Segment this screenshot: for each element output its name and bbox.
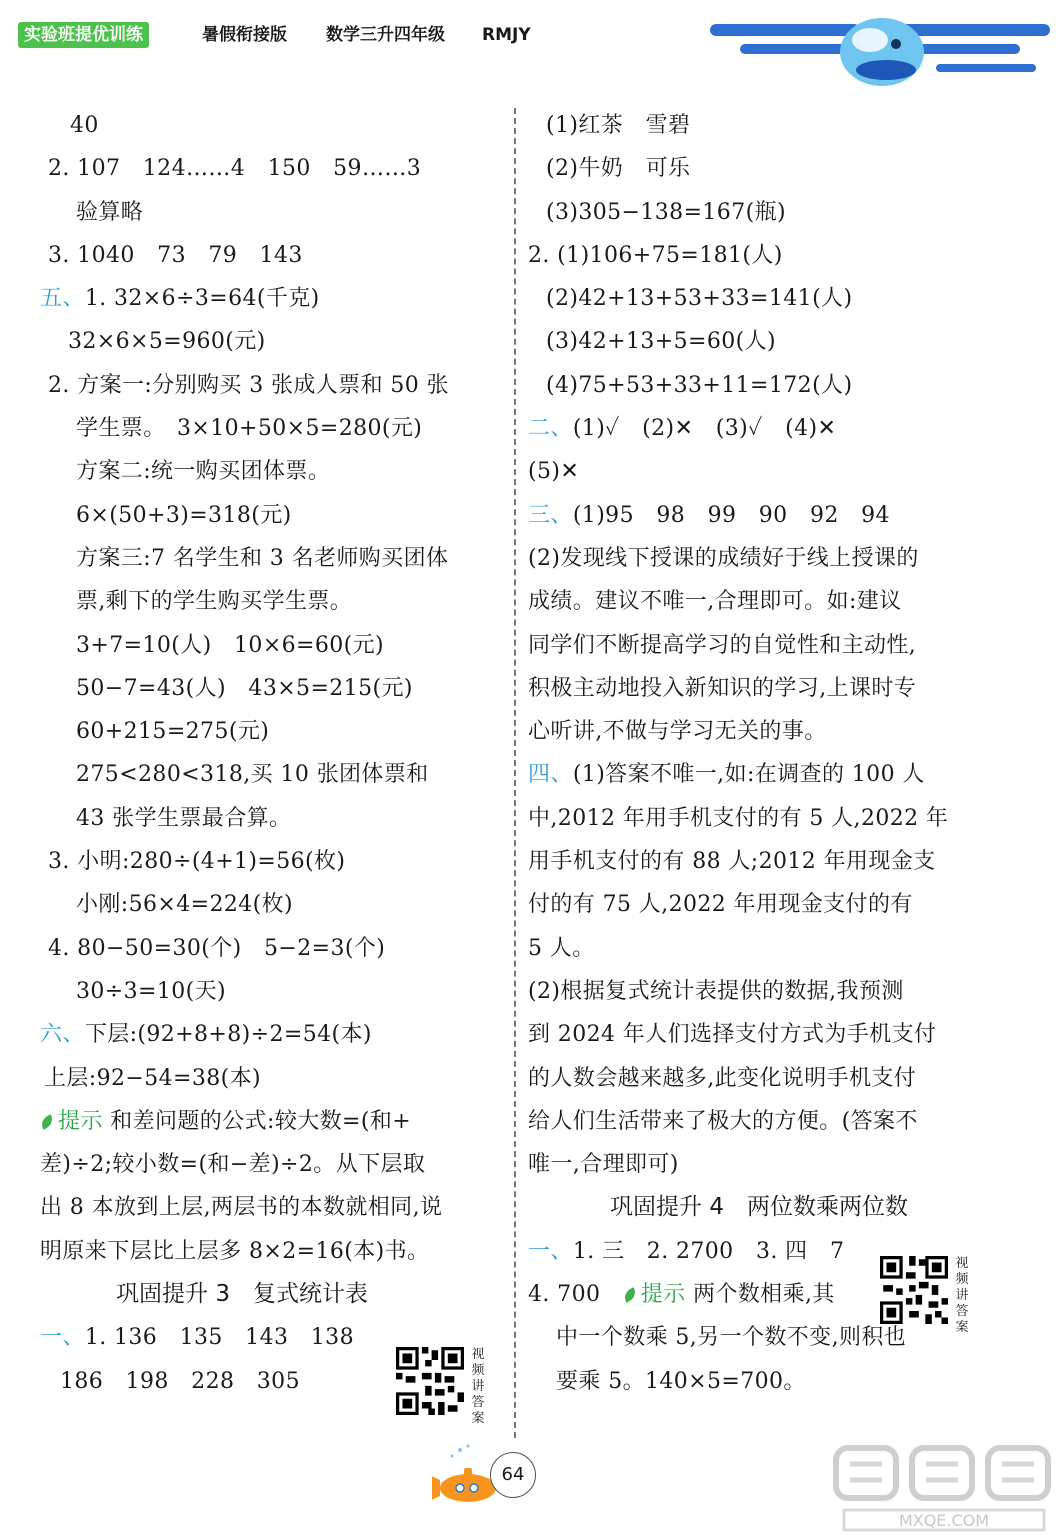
answer-line: 30÷3=10(天) [76,978,227,1004]
answer-text: 下层:(92+8+8)÷2=54(本) [84,1022,372,1048]
column-divider [514,108,516,1438]
answer-line: (4)75+53+33+11=172(人) [546,372,853,398]
answer-line: 唯一,合理即可) [528,1152,679,1178]
answer-line [528,407,990,450]
answer-line: 验算略 [76,199,144,225]
answer-line: 方案三:7 名学生和 3 名老师购买团体 [76,545,449,571]
answer-line: 用手机支付的有 88 人;2012 年用现金支 [528,849,936,875]
qr-caption: 视频讲答案 [471,1347,485,1426]
answer-line: 票,剩下的学生购买学生票。 [76,589,353,615]
page-number: 64 [490,1452,536,1498]
answer-line: 2. (1)106+75=181(人) [528,242,783,268]
answer-text: (1)答案不唯一,如:在调查的 100 人 [572,762,925,788]
answer-line: (2)发现线下授课的成绩好于线上授课的 [528,545,919,571]
answer-line: 2. 方案一:分别购买 3 张成人票和 50 张 [48,372,449,398]
answer-line [40,277,504,320]
section-marker: 六、 [40,1022,85,1048]
hint-text: 提示 和差问题的公式:较大数=(和+ [58,1108,412,1134]
hint-line: 出 8 本放到上层,两层书的本数就相同,说 [40,1195,443,1221]
answer-line: 同学们不断提高学习的自觉性和主动性, [528,632,917,658]
qr-code-icon[interactable] [880,1256,948,1324]
hint-line: 明原来下层比上层多 8×2=16(本)书。 [40,1238,430,1264]
answer-line: 到 2024 年人们选择支付方式为手机支付 [528,1022,937,1048]
answer-line: (3)305−138=167(瓶) [546,199,786,225]
answer-line: 40 [70,113,99,138]
edition-label: 暑假衔接版 [202,25,287,45]
answer-line: 2. 107 124……4 150 59……3 [48,156,422,182]
answer-text: (1)95 98 99 90 92 94 [572,502,890,528]
answer-line: 3. 1040 73 79 143 [48,242,303,268]
answer-line: (2)根据复式统计表提供的数据,我预测 [528,978,904,1004]
section-title: 巩固提升 3 复式统计表 [116,1281,368,1308]
section-marker: 二、 [528,416,573,442]
answer-line: 186 198 228 305 [60,1368,300,1394]
answer-line: 给人们生活带来了极大的方便。(答案不 [528,1108,918,1134]
answer-line: 5 人。 [528,935,595,961]
answer-line: 43 张学生票最合算。 [76,805,292,831]
watermark-site: MXQE.COM [898,1511,990,1530]
subject-label: 数学三升四年级 [326,25,445,45]
answer-line: 60+215=275(元) [76,719,270,745]
series-title: 实验班提优训练 [18,22,149,48]
answer-line: 275<280<318,买 10 张团体票和 [76,762,429,788]
answer-text: 1. 三 2. 2700 3. 四 7 [572,1238,845,1264]
answer-line: 6×(50+3)=318(元) [76,502,292,528]
qr-caption: 视频讲答案 [955,1256,969,1335]
hint-label: 提示 [640,1282,686,1308]
answer-line: 要乘 5。140×5=700。 [556,1368,806,1394]
answer-line [40,1013,504,1056]
section-marker: 四、 [528,762,573,788]
answer-line: 32×6×5=960(元) [68,329,266,355]
answer-line: 3+7=10(人) 10×6=60(元) [76,632,385,658]
fish-decoration-icon [700,0,1062,100]
left-column [40,104,504,1403]
answer-text: 1. 32×6÷3=64(千克) [84,286,320,312]
answer-line: 50−7=43(人) 43×5=215(元) [76,675,413,701]
hint-label: 提示 [58,1108,103,1134]
section-marker: 一、 [40,1325,85,1351]
answer-line: (2)牛奶 可乐 [546,156,691,182]
answer-line: (5)✕ [528,459,580,485]
section-marker: 五、 [40,286,85,312]
section-marker: 三、 [528,502,573,528]
hint-line [40,1100,504,1143]
leaf-icon [40,1114,56,1130]
answer-line: 方案二:统一购买团体票。 [76,459,331,485]
section-title: 巩固提升 4 两位数乘两位数 [610,1194,908,1221]
answer-line: 成绩。建议不唯一,合理即可。如:建议 [528,589,902,615]
right-column [528,104,990,1403]
hint-line: 差)÷2;较小数=(和−差)÷2。从下层取 [40,1152,426,1178]
answer-line: 心听讲,不做与学习无关的事。 [528,719,827,745]
answer-line: 积极主动地投入新知识的学习,上课时专 [528,675,917,701]
answer-text: 1. 136 135 143 138 [84,1325,354,1351]
qr-code-icon[interactable] [396,1347,464,1415]
answer-line: 3. 小明:280÷(4+1)=56(枚) [48,849,346,875]
answer-line: 付的有 75 人,2022 年用现金支付的有 [528,892,913,918]
answer-line [528,494,990,537]
answer-line: 中一个数乘 5,另一个数不变,则积也 [556,1325,907,1351]
answer-text: (1)✓ (2)✕ (3)✓ (4)✕ [572,416,837,442]
answer-line [528,753,990,796]
publisher-code: RMJY [482,25,531,45]
answer-line: 4. 80−50=30(个) 5−2=3(个) [48,935,386,961]
answer-line: 小刚:56×4=224(枚) [76,892,294,918]
section-marker: 一、 [528,1238,573,1264]
answer-line: (3)42+13+5=60(人) [546,329,777,355]
leaf-icon [621,1287,638,1303]
answer-line: 的人数会越来越多,此变化说明手机支付 [528,1065,917,1091]
answer-line: 学生票。 3×10+50×5=280(元) [76,416,423,442]
answer-line: 上层:92−54=38(本) [44,1065,262,1091]
answer-line: (2)42+13+53+33=141(人) [546,286,853,312]
answer-line: 中,2012 年用手机支付的有 5 人,2022 年 [528,805,949,831]
answer-line: 4. 700 提示 两个数相乘,其 [528,1282,835,1308]
watermark-logo [830,1440,1060,1536]
page-header [0,0,1062,100]
answer-line: (1)红茶 雪碧 [546,113,691,138]
